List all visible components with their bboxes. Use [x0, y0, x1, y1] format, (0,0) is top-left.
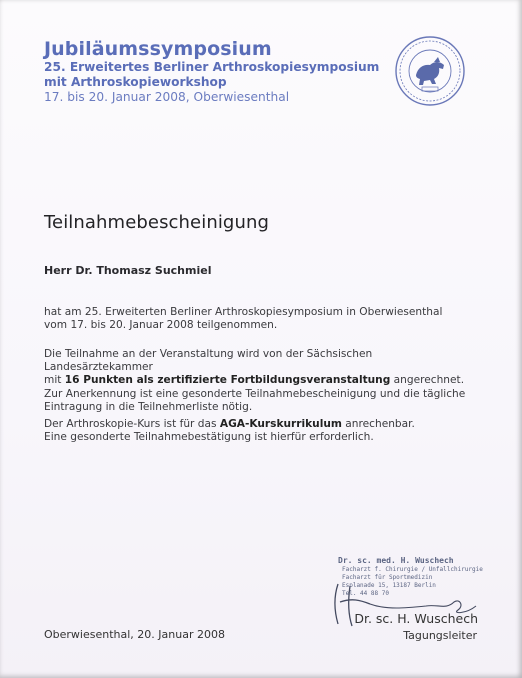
recipient-name: Herr Dr. Thomasz Suchmiel	[44, 264, 212, 277]
stamp-line2: Facharzt für Sportmedizin	[342, 574, 433, 581]
attendance-line2: vom 17. bis 20. Januar 2008 teilgenommen.	[44, 319, 278, 332]
event-subtitle-line2: mit Arthroskopieworkshop	[44, 74, 227, 89]
accreditation-line1: Die Teilnahme an der Veranstaltung wird von der Sächsischen Landesärztekammer	[44, 348, 373, 374]
place-and-date: Oberwiesenthal, 20. Januar 2008	[44, 628, 225, 641]
accreditation-line2	[44, 374, 484, 387]
accreditation-line2-pre: mit	[44, 374, 65, 387]
stamp-line3: Esplanade 15, 13187 Berlin	[342, 582, 436, 589]
curriculum-name: AGA-Kurskurrikulum	[219, 418, 342, 430]
event-date: 17. bis 20. Januar 2008, Oberwiesenthal	[44, 90, 290, 104]
event-header	[44, 38, 379, 105]
curriculum-paragraph	[44, 418, 484, 444]
stamp-line4: Tel. 44 88 70	[342, 590, 389, 597]
stamp-line1: Facharzt f. Chirurgie / Unfallchirurgie	[342, 566, 483, 573]
signer-name: Dr. sc. H. Wuschech	[354, 611, 478, 626]
curriculum-line1-pre: Der Arthroskopie-Kurs ist für das	[44, 418, 220, 430]
event-subtitle-line1: 25. Erweitertes Berliner Arthroskopiesymposium	[44, 60, 380, 74]
accreditation-line4: Eintragung in die Teilnehmerliste nötig.	[44, 400, 253, 413]
attendance-line1: hat am 25. Erweiterten Berliner Arthroskopiesymposium in Oberwiesenthal	[44, 306, 443, 318]
credit-points: 16 Punkten als zertifizierte Fortbildungsveranstaltung	[64, 374, 391, 387]
accreditation-line2-post: angerechnet.	[390, 374, 465, 387]
accreditation-paragraph	[44, 348, 484, 414]
accreditation-line3: Zur Anerkennung ist eine gesonderte Teilnahmebescheinigung und die tägliche	[44, 387, 466, 400]
certificate-title: Teilnahmebescheinigung	[44, 212, 270, 233]
berlin-bear-seal-icon	[394, 35, 466, 107]
signer-role: Tagungsleiter	[403, 629, 477, 642]
curriculum-line1	[44, 418, 484, 431]
curriculum-line2: Eine gesonderte Teilnahmebestätigung ist hierfür erforderlich.	[44, 431, 374, 444]
curriculum-line1-post: anrechenbar.	[341, 418, 415, 430]
attendance-paragraph	[44, 306, 484, 332]
event-title: Jubiläumssymposium	[44, 38, 272, 60]
stamp-name: Dr. sc. med. H. Wuschech	[338, 556, 454, 565]
